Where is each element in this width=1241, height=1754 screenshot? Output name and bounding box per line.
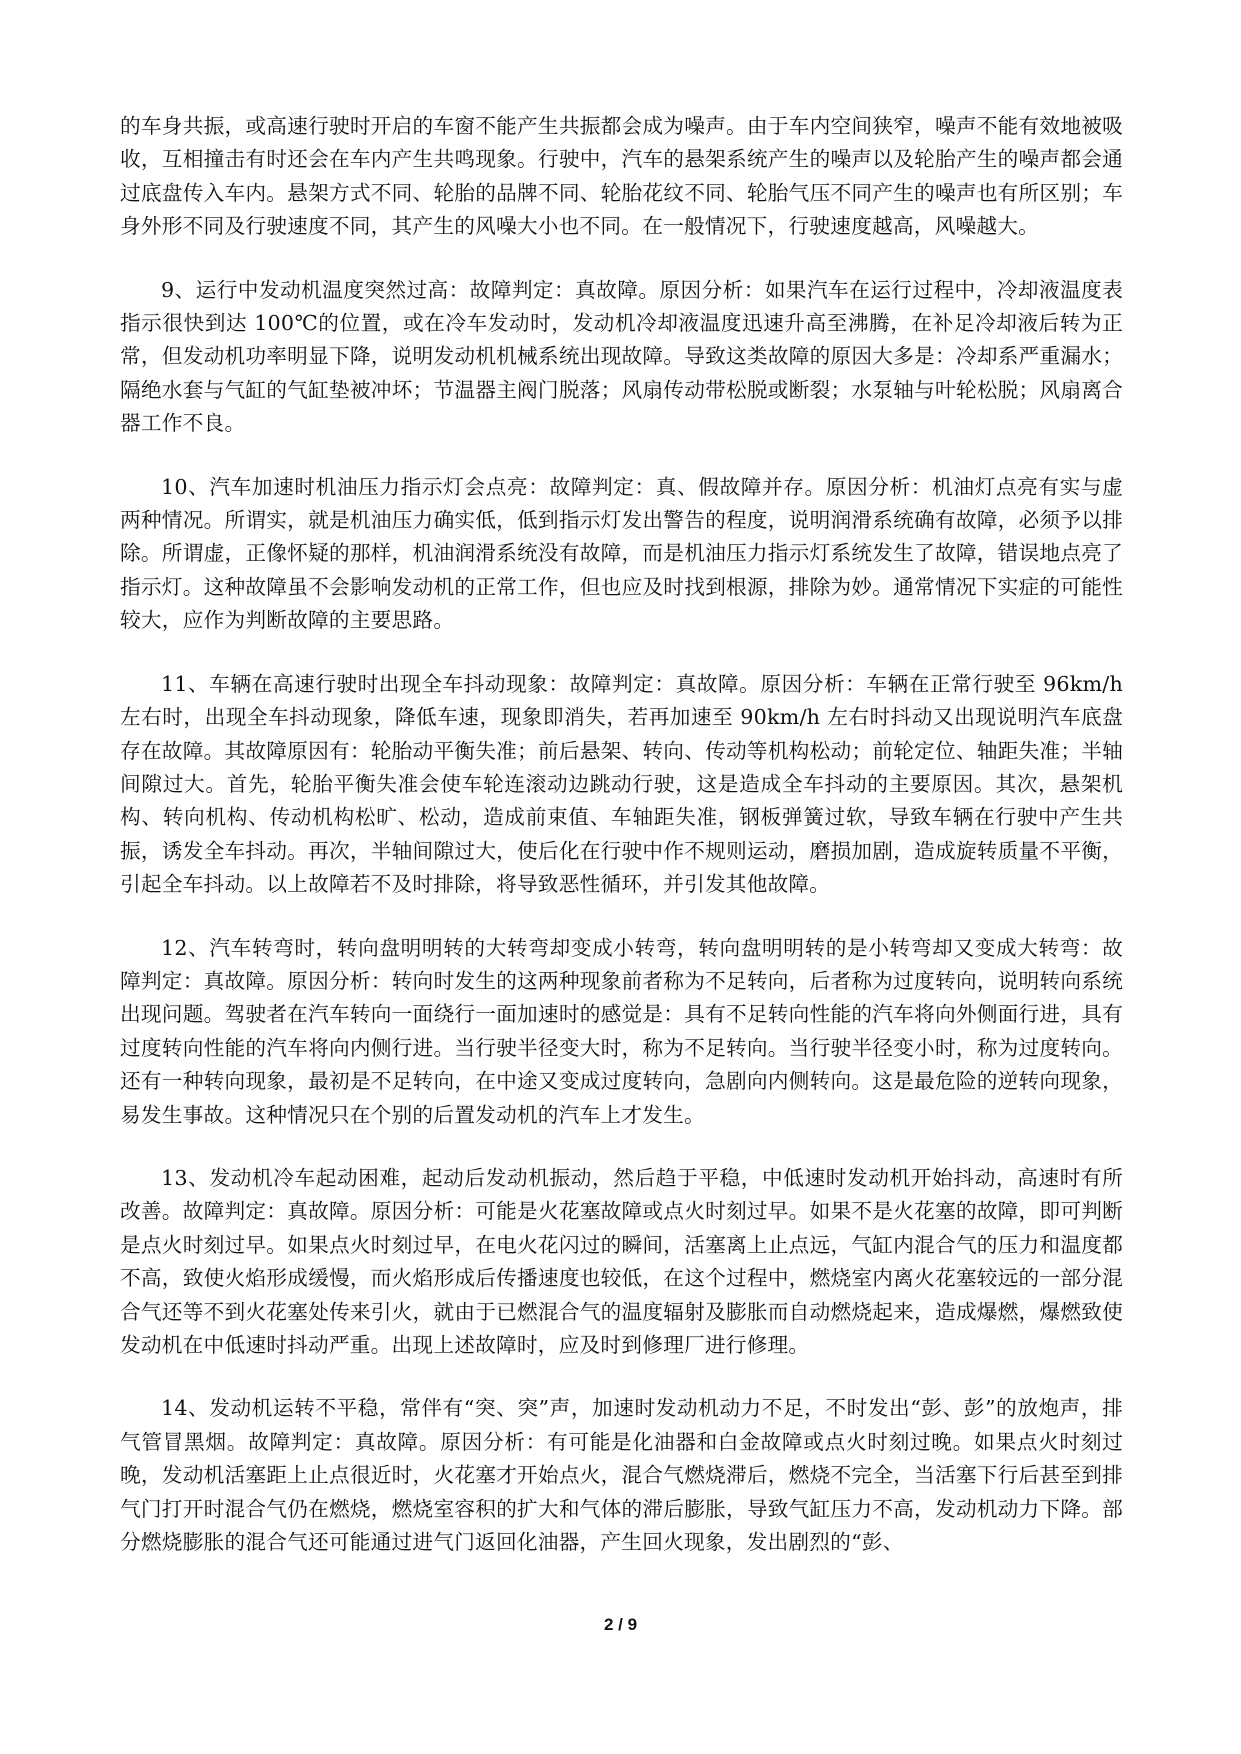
paragraph-item-13: 13、发动机冷车起动困难，起动后发动机振动，然后趋于平稳，中低速时发动机开始抖动，高速时有所改善。故障判定：真故障。原因分析：可能是火花塞故障或点火时刻过早。如果不是火花塞的故障，即可判断是点火时刻过早。如果点火时刻过早，在电火花闪过的瞬间，活塞离上止点远，气缸内混合气的压力和温度都不高，致使火焰形成缓慢，而火焰形成后传播速度也较低，在这个过程中，燃烧室内离火花塞较远的一部分混合气还等不到火花塞处传来引火，就由于已燃混合气的温度辐射及膨胀而自动燃烧起来，造成爆燃，爆燃致使发动机在中低速时抖动严重。出现上述故障时，应及时到修理厂进行修理。	[120, 1165, 1123, 1357]
page-number: 2 / 9	[603, 1615, 638, 1634]
paragraph-item-10: 10、汽车加速时机油压力指示灯会点亮：故障判定：真、假故障并存。原因分析：机油灯点亮有实与虚两种情况。所谓实，就是机油压力确实低，低到指示灯发出警告的程度，说明润滑系统确有故障，必须予以排除。所谓虚，正像怀疑的那样，机油润滑系统没有故障，而是机油压力指示灯系统发生了故障，错误地点亮了指示灯。这种故障虽不会影响发动机的正常工作，但也应及时找到根源，排除为妙。通常情况下实症的可能性较大，应作为判断故障的主要思路。	[120, 474, 1123, 633]
paragraph-item-11: 11、车辆在高速行驶时出现全车抖动现象：故障判定：真故障。原因分析：车辆在正常行驶至 96km/h 左右时，出现全车抖动现象，降低车速，现象即消失，若再加速至 90km/h 左右时抖动又出现说明汽车底盘存在故障。其故障原因有：轮胎动平衡失准；前后悬架、转向、传动等机构松动；前轮定位、轴距失准；半轴间隙过大。首先，轮胎平衡失准会使车轮连滚动边跳动行驶，这是造成全车抖动的主要原因。其次，悬架机构、转向机构、传动机构松旷、松动，造成前束值、车轴距失准，钢板弹簧过软，导致车辆在行驶中产生共振，诱发全车抖动。再次，半轴间隙过大，使后化在行驶中作不规则运动，磨损加剧，造成旋转质量不平衡，引起全车抖动。以上故障若不及时排除，将导致恶性循环，并引发其他故障。	[120, 671, 1123, 897]
document-body	[120, 110, 1123, 1589]
paragraph-item-14: 14、发动机运转不平稳，常伴有“突、突”声，加速时发动机动力不足，不时发出“彭、彭”的放炮声，排气管冒黑烟。故障判定：真故障。原因分析：有可能是化油器和白金故障或点火时刻过晚。如果点火时刻过晚，发动机活塞距上止点很近时，火花塞才开始点火，混合气燃烧滞后，燃烧不完全，当活塞下行后甚至到排气门打开时混合气仍在燃烧，燃烧室容积的扩大和气体的滞后膨胀，导致气缸压力不高，发动机动力下降。部分燃烧膨胀的混合气还可能通过进气门返回化油器，产生回火现象，发出剧烈的“彭、	[120, 1396, 1123, 1555]
paragraph-item-12: 12、汽车转弯时，转向盘明明转的大转弯却变成小转弯，转向盘明明转的是小转弯却又变成大转弯：故障判定：真故障。原因分析：转向时发生的这两种现象前者称为不足转向，后者称为过度转向，说明转向系统出现问题。驾驶者在汽车转向一面绕行一面加速时的感觉是：具有不足转向性能的汽车将向外侧面行进，具有过度转向性能的汽车将向内侧行进。当行驶半径变大时，称为不足转向。当行驶半径变小时，称为过度转向。还有一种转向现象，最初是不足转向，在中途又变成过度转向，急剧向内侧转向。这是最危险的逆转向现象，易发生事故。这种情况只在个别的后置发动机的汽车上才发生。	[120, 935, 1123, 1127]
paragraph-continuation: 的车身共振，或高速行驶时开启的车窗不能产生共振都会成为噪声。由于车内空间狭窄，噪声不能有效地被吸收，互相撞击有时还会在车内产生共鸣现象。行驶中，汽车的悬架系统产生的噪声以及轮胎产生的噪声都会通过底盘传入车内。悬架方式不同、轮胎的品牌不同、轮胎花纹不同、轮胎气压不同产生的噪声也有所区别；车身外形不同及行驶速度不同，其产生的风噪大小也不同。在一般情况下，行驶速度越高，风噪越大。	[120, 114, 1123, 239]
paragraph-item-9: 9、运行中发动机温度突然过高：故障判定：真故障。原因分析：如果汽车在运行过程中，冷却液温度表指示很快到达 100℃的位置，或在冷车发动时，发动机冷却液温度迅速升高至沸腾，在补足冷却液后转为正常，但发动机功率明显下降，说明发动机机械系统出现故障。导致这类故障的原因大多是：冷却系严重漏水；隔绝水套与气缸的气缸垫被冲坏；节温器主阀门脱落；风扇传动带松脱或断裂；水泵轴与叶轮松脱；风扇离合器工作不良。	[120, 277, 1123, 436]
